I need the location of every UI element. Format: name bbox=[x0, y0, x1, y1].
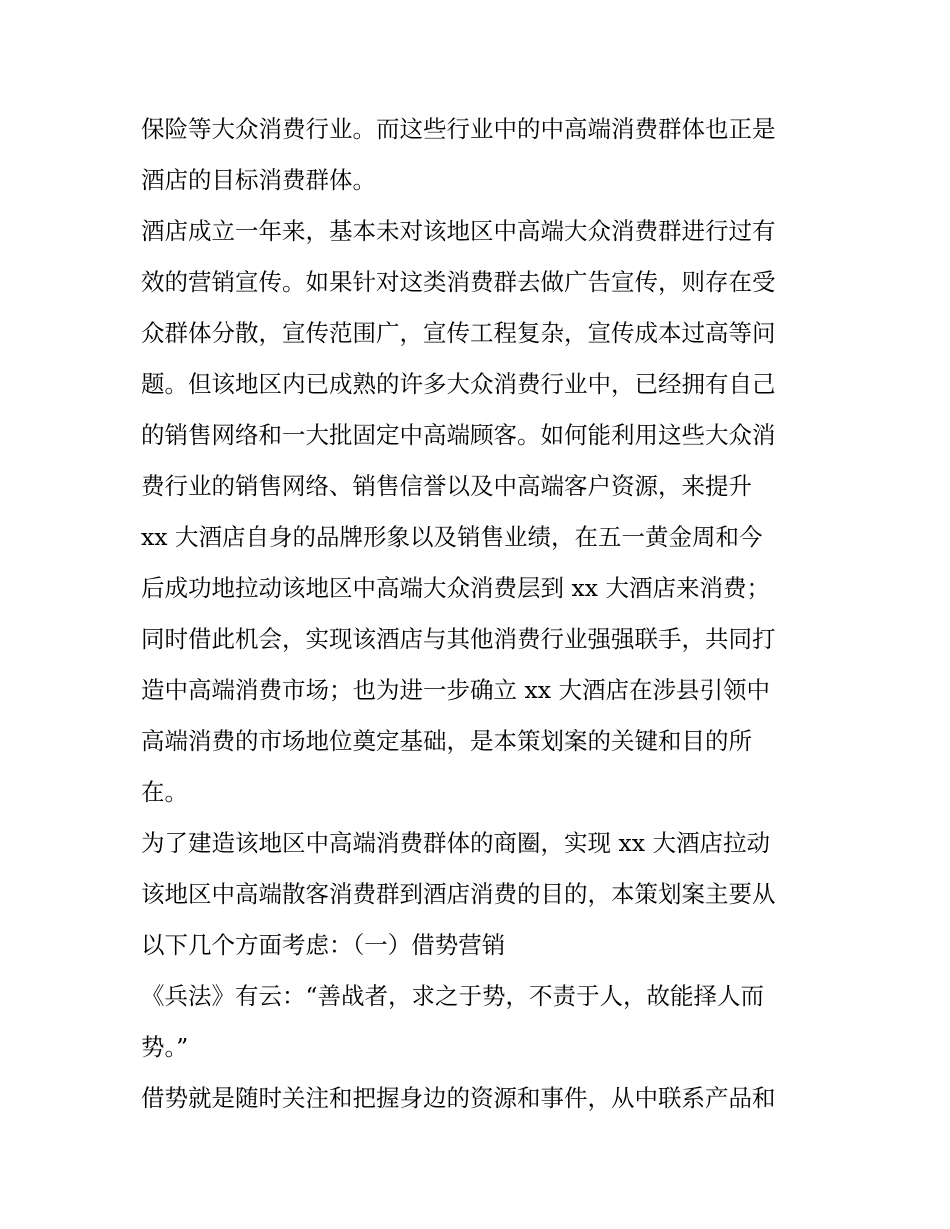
text-line: 在。 bbox=[141, 778, 188, 806]
text-line: 该地区中高端散客消费群到酒店消费的目的，本策划案主要从 bbox=[141, 880, 776, 908]
text-line: xx 大酒店自身的品牌形象以及销售业绩，在五一黄金周和今 bbox=[141, 523, 763, 551]
text-line: 以下几个方面考虑：（一）借势营销 bbox=[141, 931, 506, 959]
body-text bbox=[141, 104, 821, 1124]
text-line: 为了建造该地区中高端消费群体的商圈，实现 xx 大酒店拉动 bbox=[141, 829, 770, 857]
text-line: 效的营销宣传。如果针对这类消费群去做广告宣传，则存在受 bbox=[141, 268, 776, 296]
text-line: 高端消费的市场地位奠定基础，是本策划案的关键和目的所 bbox=[141, 727, 752, 755]
text-line: 借势就是随时关注和把握身边的资源和事件，从中联系产品和 bbox=[141, 1084, 776, 1112]
text-line: 酒店成立一年来，基本未对该地区中高端大众消费群进行过有 bbox=[141, 217, 776, 245]
text-line: 的销售网络和一大批固定中高端顾客。如何能利用这些大众消 bbox=[141, 421, 776, 449]
text-line: 造中高端消费市场；也为进一步确立 xx 大酒店在涉县引领中 bbox=[141, 676, 770, 704]
text-line: 众群体分散，宣传范围广，宣传工程复杂，宣传成本过高等问 bbox=[141, 319, 776, 347]
text-line: 费行业的销售网络、销售信誉以及中高端客户资源，来提升 bbox=[141, 472, 752, 500]
text-line: 题。但该地区内已成熟的许多大众消费行业中，已经拥有自己 bbox=[141, 370, 776, 398]
text-line: 保险等大众消费行业。而这些行业中的中高端消费群体也正是 bbox=[141, 115, 776, 143]
text-line: 势。” bbox=[141, 1033, 189, 1061]
text-line: 酒店的目标消费群体。 bbox=[141, 166, 376, 194]
text-line: 后成功地拉动该地区中高端大众消费层到 xx 大酒店来消费； bbox=[141, 574, 770, 602]
text-line: 《兵法》有云：“善战者，求之于势，不责于人，故能择人而 bbox=[141, 982, 765, 1010]
text-line: 同时借此机会，实现该酒店与其他消费行业强强联手，共同打 bbox=[141, 625, 776, 653]
